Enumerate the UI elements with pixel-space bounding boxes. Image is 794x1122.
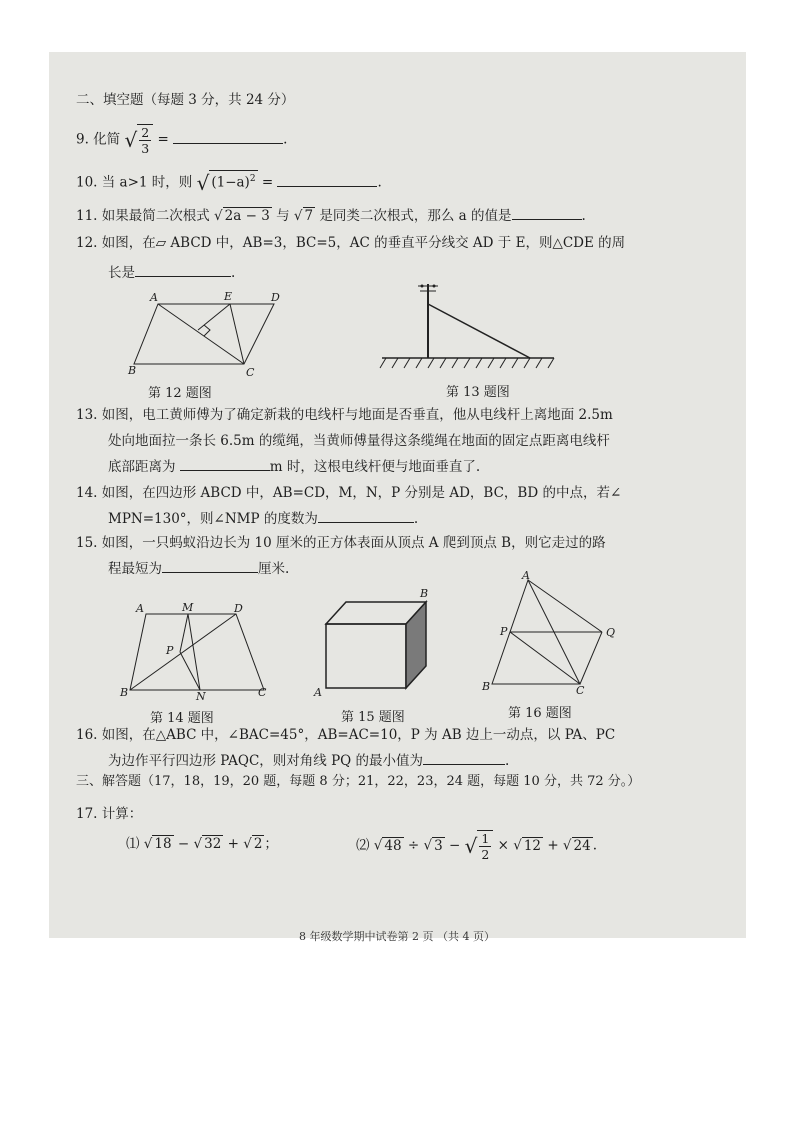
question-15-line1: 15. 如图，一只蚂蚁沿边长为 10 厘米的正方体表面从顶点 A 爬到顶点 B，则它走过的路 xyxy=(76,535,606,551)
f16-label-a: A xyxy=(522,569,530,582)
answer-blank-13[interactable] xyxy=(180,456,270,471)
f14-label-a: A xyxy=(136,602,144,615)
page-footer: 8 年级数学期中试卷第 2 页 （共 4 页） xyxy=(299,930,495,943)
f12-label-b: B xyxy=(128,364,137,377)
answer-blank-15[interactable] xyxy=(162,558,258,573)
answer-blank-9[interactable] xyxy=(173,129,283,144)
question-17-part2: ⑵ √ 48 ÷ √ 3 − √ $\frac{1}{2}$ × √ 12 + √ 24 . xyxy=(356,831,598,862)
question-12-line2: 长是 . xyxy=(108,262,235,283)
question-13-line2: 处向地面拉一条长 6.5m 的缆绳，当黄师傅量得这条缆绳在地面的固定点距离电线杆 xyxy=(108,433,610,449)
figure-13-pole xyxy=(378,278,558,378)
f16-label-q: Q xyxy=(606,626,616,639)
question-14-line2: MPN=130°，则∠NMP 的度数为 . xyxy=(108,508,418,529)
caption-fig15: 第 15 题图 xyxy=(341,710,405,725)
question-13-line1: 13. 如图，电工黄师傅为了确定新栽的电线杆与地面是否垂直，他从电线杆上离地面 2.5m xyxy=(76,407,613,423)
f12-label-d: D xyxy=(271,291,280,304)
f16-label-c: C xyxy=(576,684,585,697)
section-heading-fill-blank: 二、填空题（每题 3 分，共 24 分） xyxy=(76,92,295,108)
f15-label-a: A xyxy=(314,686,322,699)
question-13-line3: 底部距离为 m 时，这根电线杆便与地面垂直了. xyxy=(108,456,480,477)
answer-blank-16[interactable] xyxy=(423,750,505,765)
f14-label-d: D xyxy=(234,602,243,615)
answer-blank-14[interactable] xyxy=(318,508,414,523)
question-11: 11. 如果最简二次根式 √ 2a − 3 与 √ 7 是同类二次根式，那么 a 的值是 . xyxy=(76,205,586,226)
f12-label-a: A xyxy=(150,291,158,304)
answer-blank-11[interactable] xyxy=(512,205,582,220)
answer-blank-12[interactable] xyxy=(135,262,231,277)
question-12-line1: 12. 如图，在▱ ABCD 中，AB=3，BC=5，AC 的垂直平分线交 AD 于 E，则△CDE 的周 xyxy=(76,235,626,251)
question-15-line2: 程最短为 厘米. xyxy=(108,558,289,579)
question-16-line1: 16. 如图，在△ABC 中，∠BAC=45°，AB=AC=10，P 为 AB 边上一动点，以 PA、PC xyxy=(76,727,616,743)
question-10: 10. 当 a>1 时，则 √ $(1-a)^2$ = . xyxy=(76,171,382,195)
question-9: 9. 化简 √ $\frac{2}{3}$ = . xyxy=(76,125,288,156)
figure-12-parallelogram xyxy=(126,288,280,380)
caption-fig16: 第 16 题图 xyxy=(508,706,572,721)
f12-label-e: E xyxy=(224,290,233,303)
question-16-line2: 为边作平行四边形 PAQC，则对角线 PQ 的最小值为 . xyxy=(108,750,509,771)
question-14-line1: 14. 如图，在四边形 ABCD 中，AB=CD，M，N，P 分别是 AD，BC，BD 的中点，若∠ xyxy=(76,485,622,501)
question-17-part1: ⑴ √ 18 − √ 32 + √ 2 ； xyxy=(126,836,278,852)
figure-16-triangle xyxy=(476,570,636,696)
caption-fig14: 第 14 题图 xyxy=(150,711,214,726)
q9-fraction: $\frac{2}{3}$ xyxy=(137,124,153,156)
f16-label-b: B xyxy=(482,680,491,693)
caption-fig12: 第 12 题图 xyxy=(148,386,212,401)
f14-label-p: P xyxy=(166,644,174,657)
f12-label-c: C xyxy=(246,366,255,379)
f14-label-m: M xyxy=(182,601,194,614)
f14-label-n: N xyxy=(196,690,206,703)
question-17-title: 17. 计算： xyxy=(76,806,143,822)
f14-label-b: B xyxy=(120,686,129,699)
f14-label-c: C xyxy=(258,686,267,699)
caption-fig13: 第 13 题图 xyxy=(446,385,510,400)
f15-label-b: B xyxy=(420,587,429,600)
f16-label-p: P xyxy=(500,625,508,638)
figure-15-cube xyxy=(312,584,440,702)
answer-blank-10[interactable] xyxy=(277,172,377,187)
section-heading-solve: 三、解答题（17，18，19，20 题，每题 8 分；21，22，23，24 题，每题 10 分，共 72 分。） xyxy=(76,774,641,789)
figure-14-quadrilateral xyxy=(118,600,278,703)
